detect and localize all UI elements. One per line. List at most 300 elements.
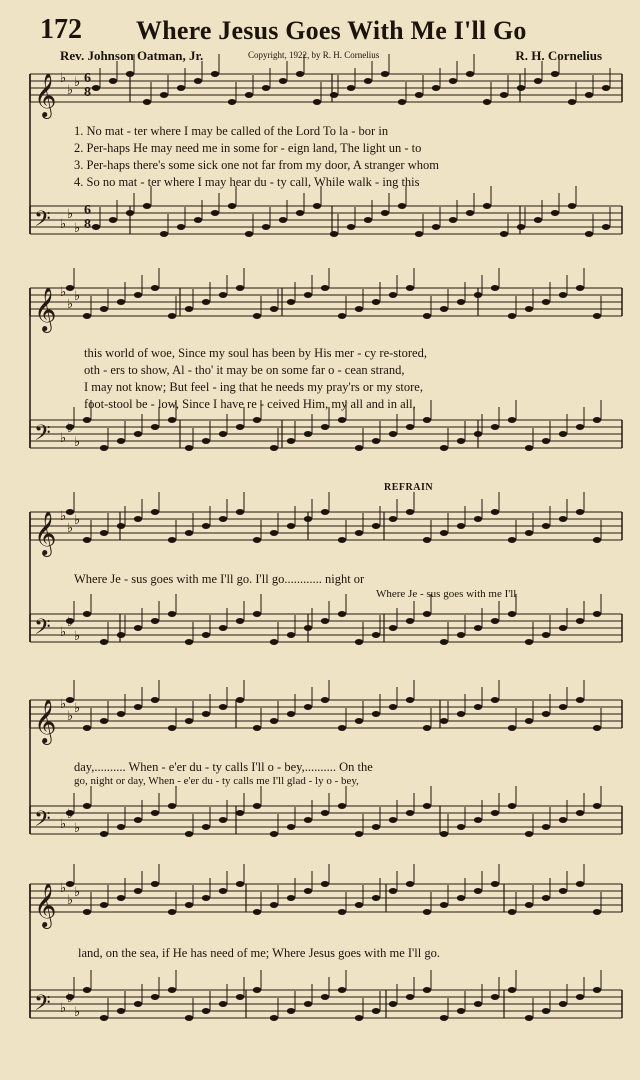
note-head bbox=[508, 803, 516, 809]
note-head bbox=[321, 424, 329, 430]
note-head bbox=[338, 909, 346, 915]
note-head bbox=[287, 523, 295, 529]
note-head bbox=[491, 509, 499, 515]
note-head bbox=[185, 306, 193, 312]
note-head bbox=[313, 203, 321, 209]
composer-credit: R. H. Cornelius bbox=[515, 48, 602, 63]
note-head bbox=[304, 817, 312, 823]
note-head bbox=[151, 509, 159, 515]
note-head bbox=[134, 292, 142, 298]
note-head bbox=[321, 994, 329, 1000]
treble-clef-icon: 𝄞 bbox=[34, 73, 57, 117]
note-head bbox=[483, 203, 491, 209]
note-head bbox=[389, 431, 397, 437]
note-head bbox=[304, 516, 312, 522]
note-head bbox=[202, 711, 210, 717]
note-head bbox=[143, 99, 151, 105]
note-head bbox=[491, 881, 499, 887]
flat-icon: ♭ bbox=[67, 297, 74, 312]
note-head bbox=[262, 224, 270, 230]
note-head bbox=[559, 888, 567, 894]
note-head bbox=[466, 71, 474, 77]
note-head bbox=[508, 987, 516, 993]
time-signature: 6 bbox=[84, 71, 91, 86]
note-head bbox=[287, 711, 295, 717]
note-head bbox=[66, 618, 74, 624]
note-head bbox=[338, 725, 346, 731]
note-head bbox=[525, 831, 533, 837]
note-head bbox=[389, 888, 397, 894]
note-head bbox=[372, 438, 380, 444]
note-head bbox=[338, 611, 346, 617]
note-head bbox=[457, 711, 465, 717]
note-head bbox=[83, 725, 91, 731]
note-head bbox=[423, 313, 431, 319]
note-head bbox=[287, 895, 295, 901]
note-head bbox=[219, 704, 227, 710]
note-head bbox=[126, 71, 134, 77]
note-head bbox=[542, 824, 550, 830]
note-head bbox=[576, 424, 584, 430]
note-head bbox=[253, 313, 261, 319]
note-head bbox=[355, 445, 363, 451]
note-head bbox=[389, 625, 397, 631]
note-head bbox=[236, 618, 244, 624]
note-head bbox=[134, 888, 142, 894]
treble-clef-icon: 𝄞 bbox=[34, 883, 57, 927]
lyric-verse-2: oth - ers to show, Al - tho' it may be on some far o - cean strand, bbox=[84, 363, 405, 377]
note-head bbox=[151, 285, 159, 291]
note-head bbox=[202, 523, 210, 529]
lyric-refrain-echo: go, night or day, When - e'er du - ty calls me I'll glad - ly o - bey, bbox=[74, 775, 359, 787]
note-head bbox=[66, 697, 74, 703]
note-head bbox=[576, 994, 584, 1000]
note-head bbox=[551, 71, 559, 77]
time-signature: 8 bbox=[84, 85, 91, 100]
note-head bbox=[100, 1015, 108, 1021]
note-head bbox=[185, 902, 193, 908]
note-head bbox=[83, 417, 91, 423]
note-head bbox=[491, 285, 499, 291]
note-head bbox=[542, 632, 550, 638]
note-head bbox=[449, 217, 457, 223]
note-head bbox=[355, 1015, 363, 1021]
note-head bbox=[440, 639, 448, 645]
note-head bbox=[355, 306, 363, 312]
flat-icon: ♭ bbox=[74, 629, 81, 644]
flat-icon: ♭ bbox=[74, 1005, 81, 1020]
note-head bbox=[117, 711, 125, 717]
note-head bbox=[321, 810, 329, 816]
note-head bbox=[287, 632, 295, 638]
hymn-number: 172 bbox=[40, 14, 82, 45]
note-head bbox=[508, 909, 516, 915]
note-head bbox=[389, 1001, 397, 1007]
note-head bbox=[542, 711, 550, 717]
note-head bbox=[177, 224, 185, 230]
bass-clef-icon: 𝄢 bbox=[34, 991, 51, 1021]
note-head bbox=[423, 611, 431, 617]
time-signature: 6 bbox=[84, 203, 91, 218]
note-head bbox=[559, 431, 567, 437]
note-head bbox=[83, 803, 91, 809]
note-head bbox=[253, 909, 261, 915]
author-credit: Rev. Johnson Oatman, Jr. bbox=[60, 48, 204, 63]
note-head bbox=[296, 71, 304, 77]
note-head bbox=[304, 431, 312, 437]
note-head bbox=[389, 817, 397, 823]
note-head bbox=[440, 1015, 448, 1021]
note-head bbox=[219, 516, 227, 522]
note-head bbox=[177, 85, 185, 91]
note-head bbox=[304, 1001, 312, 1007]
note-head bbox=[372, 632, 380, 638]
note-head bbox=[279, 78, 287, 84]
note-head bbox=[398, 99, 406, 105]
note-head bbox=[83, 537, 91, 543]
note-head bbox=[236, 881, 244, 887]
note-head bbox=[440, 831, 448, 837]
note-head bbox=[525, 639, 533, 645]
flat-icon: ♭ bbox=[67, 709, 74, 724]
note-head bbox=[330, 92, 338, 98]
flat-icon: ♭ bbox=[60, 71, 67, 86]
note-head bbox=[372, 523, 380, 529]
note-head bbox=[355, 530, 363, 536]
note-head bbox=[194, 78, 202, 84]
refrain-label: REFRAIN bbox=[384, 482, 434, 493]
note-head bbox=[542, 438, 550, 444]
note-head bbox=[406, 697, 414, 703]
note-head bbox=[117, 1008, 125, 1014]
note-head bbox=[211, 71, 219, 77]
note-head bbox=[134, 625, 142, 631]
note-head bbox=[500, 231, 508, 237]
flat-icon: ♭ bbox=[67, 521, 74, 536]
hymn-title: Where Jesus Goes With Me I'll Go bbox=[136, 16, 527, 45]
note-head bbox=[134, 516, 142, 522]
note-head bbox=[219, 817, 227, 823]
note-head bbox=[491, 994, 499, 1000]
note-head bbox=[525, 718, 533, 724]
bass-clef-icon: 𝄢 bbox=[34, 615, 51, 645]
note-head bbox=[287, 1008, 295, 1014]
note-head bbox=[525, 530, 533, 536]
note-head bbox=[576, 285, 584, 291]
note-head bbox=[287, 438, 295, 444]
note-head bbox=[219, 888, 227, 894]
lyric-refrain-main: Where Je - sus goes with me I'll go. I'll go............ night or bbox=[74, 572, 365, 586]
flat-icon: ♭ bbox=[67, 893, 74, 908]
note-head bbox=[525, 445, 533, 451]
note-head bbox=[202, 824, 210, 830]
note-head bbox=[593, 611, 601, 617]
note-head bbox=[117, 523, 125, 529]
note-head bbox=[100, 530, 108, 536]
note-head bbox=[542, 895, 550, 901]
note-head bbox=[372, 895, 380, 901]
note-head bbox=[372, 711, 380, 717]
note-head bbox=[406, 424, 414, 430]
note-head bbox=[508, 313, 516, 319]
note-head bbox=[126, 210, 134, 216]
note-head bbox=[117, 299, 125, 305]
note-head bbox=[168, 987, 176, 993]
note-head bbox=[279, 217, 287, 223]
note-head bbox=[474, 817, 482, 823]
note-head bbox=[355, 831, 363, 837]
note-head bbox=[474, 431, 482, 437]
note-head bbox=[270, 1015, 278, 1021]
note-head bbox=[466, 210, 474, 216]
note-head bbox=[423, 537, 431, 543]
note-head bbox=[508, 537, 516, 543]
note-head bbox=[304, 888, 312, 894]
flat-icon: ♭ bbox=[60, 1001, 67, 1016]
note-head bbox=[593, 313, 601, 319]
note-head bbox=[542, 299, 550, 305]
note-head bbox=[100, 306, 108, 312]
note-head bbox=[525, 1015, 533, 1021]
note-head bbox=[449, 78, 457, 84]
flat-icon: ♭ bbox=[74, 289, 81, 304]
flat-icon: ♭ bbox=[60, 509, 67, 524]
note-head bbox=[134, 704, 142, 710]
note-head bbox=[134, 431, 142, 437]
note-head bbox=[202, 895, 210, 901]
note-head bbox=[168, 537, 176, 543]
note-head bbox=[593, 909, 601, 915]
note-head bbox=[551, 210, 559, 216]
note-head bbox=[491, 424, 499, 430]
note-head bbox=[185, 445, 193, 451]
note-head bbox=[338, 537, 346, 543]
bass-clef-icon: 𝄢 bbox=[34, 421, 51, 451]
lyric-refrain-echo: Where Je - sus goes with me I'll bbox=[376, 588, 517, 600]
note-head bbox=[330, 231, 338, 237]
lyric-verse-4: 4. So no mat - ter where I may hear du - ty call, While walk - ing this bbox=[74, 175, 420, 189]
note-head bbox=[304, 704, 312, 710]
note-head bbox=[338, 803, 346, 809]
note-head bbox=[474, 1001, 482, 1007]
note-head bbox=[83, 909, 91, 915]
note-head bbox=[100, 902, 108, 908]
note-head bbox=[287, 824, 295, 830]
note-head bbox=[185, 831, 193, 837]
note-head bbox=[593, 803, 601, 809]
note-head bbox=[236, 810, 244, 816]
note-head bbox=[321, 509, 329, 515]
note-head bbox=[66, 509, 74, 515]
note-head bbox=[168, 725, 176, 731]
note-head bbox=[168, 417, 176, 423]
flat-icon: ♭ bbox=[74, 821, 81, 836]
note-head bbox=[228, 203, 236, 209]
note-head bbox=[236, 424, 244, 430]
note-head bbox=[568, 203, 576, 209]
flat-icon: ♭ bbox=[67, 83, 74, 98]
note-head bbox=[270, 306, 278, 312]
note-head bbox=[474, 625, 482, 631]
note-head bbox=[253, 417, 261, 423]
note-head bbox=[66, 810, 74, 816]
note-head bbox=[202, 299, 210, 305]
lyric-refrain-main: day,.......... When - e'er du - ty calls I'll o - bey,.......... On the bbox=[74, 760, 373, 774]
lyric-verse-2: 2. Per-haps He may need me in some for - eign land, The light un - to bbox=[74, 141, 422, 155]
note-head bbox=[432, 224, 440, 230]
note-head bbox=[143, 203, 151, 209]
note-head bbox=[559, 704, 567, 710]
note-head bbox=[66, 285, 74, 291]
note-head bbox=[253, 611, 261, 617]
note-head bbox=[364, 78, 372, 84]
note-head bbox=[236, 994, 244, 1000]
note-head bbox=[602, 224, 610, 230]
flat-icon: ♭ bbox=[60, 431, 67, 446]
treble-clef-icon: 𝄞 bbox=[34, 287, 57, 331]
note-head bbox=[160, 92, 168, 98]
note-head bbox=[321, 285, 329, 291]
note-head bbox=[168, 909, 176, 915]
note-head bbox=[211, 210, 219, 216]
note-head bbox=[168, 803, 176, 809]
note-head bbox=[457, 299, 465, 305]
flat-icon: ♭ bbox=[60, 285, 67, 300]
note-head bbox=[508, 417, 516, 423]
note-head bbox=[381, 71, 389, 77]
note-head bbox=[534, 78, 542, 84]
note-head bbox=[593, 417, 601, 423]
note-head bbox=[100, 831, 108, 837]
note-head bbox=[168, 313, 176, 319]
note-head bbox=[338, 417, 346, 423]
flat-icon: ♭ bbox=[74, 221, 81, 236]
note-head bbox=[185, 718, 193, 724]
lyric-verse-3: 3. Per-haps there's some sick one not far from my door, A stranger whom bbox=[74, 158, 439, 172]
note-head bbox=[406, 509, 414, 515]
note-head bbox=[500, 92, 508, 98]
note-head bbox=[517, 224, 525, 230]
flat-icon: ♭ bbox=[60, 217, 67, 232]
note-head bbox=[228, 99, 236, 105]
note-head bbox=[245, 92, 253, 98]
note-head bbox=[372, 824, 380, 830]
note-head bbox=[593, 537, 601, 543]
note-head bbox=[559, 516, 567, 522]
note-head bbox=[423, 909, 431, 915]
note-head bbox=[559, 1001, 567, 1007]
note-head bbox=[83, 313, 91, 319]
note-head bbox=[457, 438, 465, 444]
note-head bbox=[66, 881, 74, 887]
note-head bbox=[508, 725, 516, 731]
flat-icon: ♭ bbox=[74, 75, 81, 90]
time-signature: 8 bbox=[84, 217, 91, 232]
note-head bbox=[253, 725, 261, 731]
note-head bbox=[270, 902, 278, 908]
note-head bbox=[296, 210, 304, 216]
note-head bbox=[406, 285, 414, 291]
note-head bbox=[406, 618, 414, 624]
note-head bbox=[83, 611, 91, 617]
note-head bbox=[253, 803, 261, 809]
lyric-refrain-main: land, on the sea, if He has need of me; Where Jesus goes with me I'll go. bbox=[78, 946, 440, 960]
note-head bbox=[389, 516, 397, 522]
note-head bbox=[364, 217, 372, 223]
note-head bbox=[321, 881, 329, 887]
note-head bbox=[542, 1008, 550, 1014]
note-head bbox=[236, 509, 244, 515]
note-head bbox=[559, 625, 567, 631]
note-head bbox=[415, 92, 423, 98]
note-head bbox=[593, 725, 601, 731]
flat-icon: ♭ bbox=[60, 697, 67, 712]
note-head bbox=[117, 438, 125, 444]
note-head bbox=[593, 987, 601, 993]
lyric-verse-4: foot-stool be - low, Since I have re - ceived Him, my all and in all, bbox=[84, 397, 416, 411]
note-head bbox=[406, 881, 414, 887]
note-head bbox=[355, 639, 363, 645]
note-head bbox=[576, 618, 584, 624]
flat-icon: ♭ bbox=[74, 885, 81, 900]
flat-icon: ♭ bbox=[60, 881, 67, 896]
note-head bbox=[270, 831, 278, 837]
flat-icon: ♭ bbox=[74, 435, 81, 450]
note-head bbox=[559, 817, 567, 823]
note-head bbox=[338, 987, 346, 993]
note-head bbox=[219, 431, 227, 437]
note-head bbox=[355, 902, 363, 908]
lyric-verse-3: I may not know; But feel - ing that he needs my pray'rs or my store, bbox=[84, 380, 423, 394]
note-head bbox=[474, 888, 482, 894]
note-head bbox=[457, 632, 465, 638]
note-head bbox=[117, 632, 125, 638]
note-head bbox=[415, 231, 423, 237]
note-head bbox=[202, 438, 210, 444]
note-head bbox=[117, 895, 125, 901]
note-head bbox=[100, 445, 108, 451]
note-head bbox=[440, 306, 448, 312]
note-head bbox=[100, 718, 108, 724]
note-head bbox=[304, 625, 312, 631]
note-head bbox=[525, 306, 533, 312]
note-head bbox=[270, 639, 278, 645]
note-head bbox=[491, 618, 499, 624]
note-head bbox=[253, 987, 261, 993]
note-head bbox=[270, 530, 278, 536]
note-head bbox=[517, 85, 525, 91]
flat-icon: ♭ bbox=[74, 701, 81, 716]
note-head bbox=[423, 725, 431, 731]
note-head bbox=[66, 424, 74, 430]
note-head bbox=[372, 1008, 380, 1014]
note-head bbox=[185, 639, 193, 645]
note-head bbox=[109, 78, 117, 84]
note-head bbox=[287, 299, 295, 305]
note-head bbox=[525, 902, 533, 908]
bass-clef-icon: 𝄢 bbox=[34, 807, 51, 837]
note-head bbox=[194, 217, 202, 223]
note-head bbox=[236, 697, 244, 703]
note-head bbox=[576, 881, 584, 887]
note-head bbox=[262, 85, 270, 91]
note-head bbox=[508, 611, 516, 617]
note-head bbox=[440, 902, 448, 908]
bass-clef-icon: 𝄢 bbox=[34, 207, 51, 237]
note-head bbox=[313, 99, 321, 105]
note-head bbox=[389, 292, 397, 298]
note-head bbox=[491, 810, 499, 816]
